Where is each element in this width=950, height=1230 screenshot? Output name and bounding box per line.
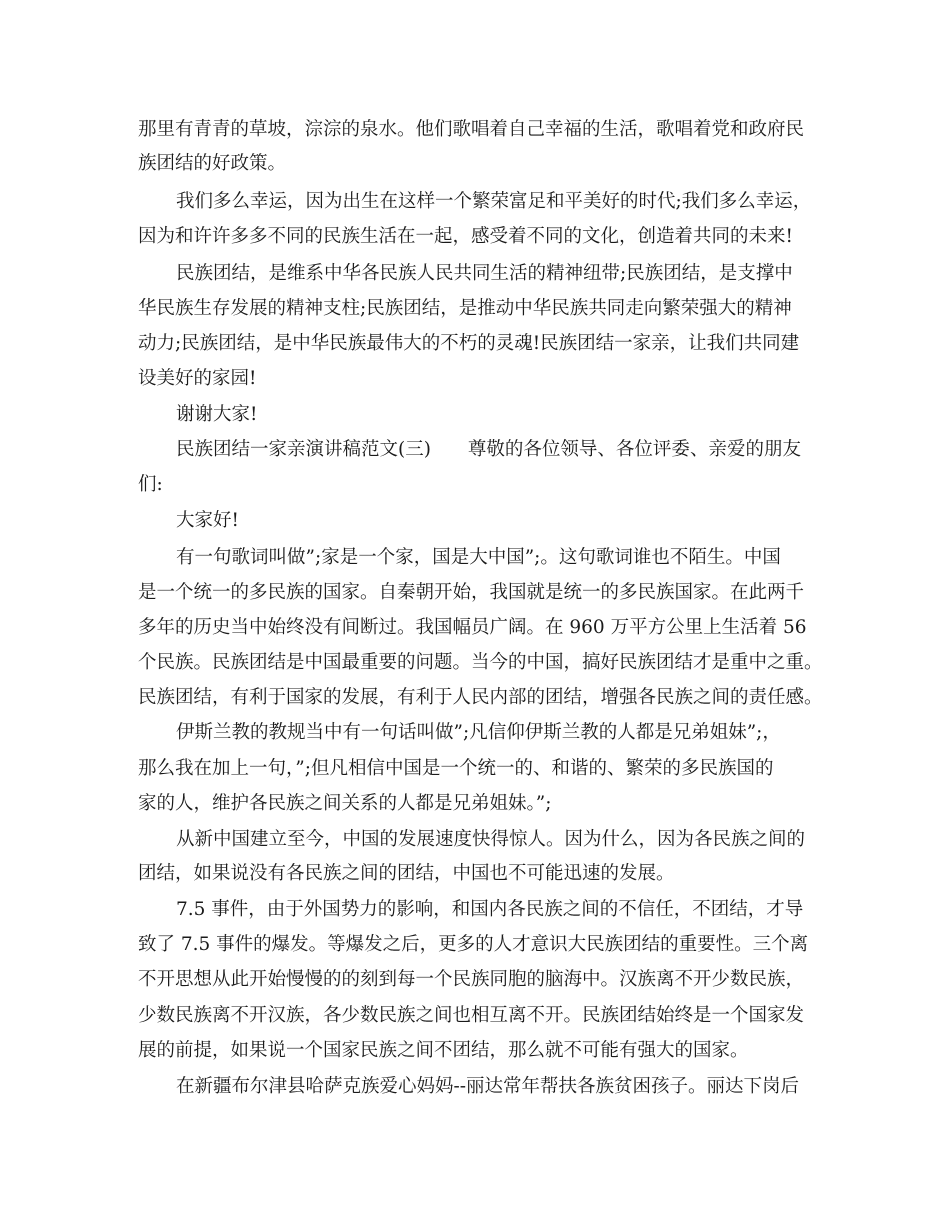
text-line: 少数民族离不开汉族，各少数民族之间也相互离不开。民族团结始终是一个国家发 bbox=[138, 1005, 805, 1026]
text-line: 团结，如果说没有各民族之间的团结，中国也不可能迅速的发展。 bbox=[138, 863, 675, 884]
paragraph-first-line: 我们多么幸运，因为出生在这样一个繁荣富足和平美好的时代;我们多么幸运， bbox=[176, 191, 812, 212]
paragraph-first-line: 在新疆布尔津县哈萨克族爱心妈妈--丽达常年帮扶各族贫困孩子。丽达下岗后 bbox=[176, 1076, 800, 1097]
text-line: 多年的历史当中始终没有间断过。我国幅员广阔。在 960 万平方公里上生活着 56 bbox=[138, 617, 807, 638]
paragraph-first-line: 从新中国建立至今，中国的发展速度快得惊人。因为什么，因为各民族之间的 bbox=[176, 829, 806, 850]
text-line: 动力;民族团结，是中华民族最伟大的不朽的灵魂!民族团结一家亲，让我们共同建 bbox=[138, 333, 800, 354]
paragraph-first-line: 有一句歌词叫做”;家是一个家，国是大中国”;。这句歌词谁也不陌生。中国 bbox=[176, 547, 781, 568]
text-line: 们: bbox=[138, 474, 163, 495]
text-line: 家的人，维护各民族之间关系的人都是兄弟姐妹。”; bbox=[138, 793, 552, 814]
text-line: 是一个统一的多民族的国家。自秦朝开始，我国就是统一的多民族国家。在此两千 bbox=[138, 582, 805, 603]
text-line: 设美好的家园! bbox=[138, 368, 257, 389]
paragraph-first-line: 民族团结，是维系中华各民族人民共同生活的精神纽带;民族团结，是支撑中 bbox=[176, 263, 793, 284]
text-line: 民族团结，有利于国家的发展，有利于人民内部的团结，增强各民族之间的责任感。 bbox=[138, 687, 823, 708]
section-heading-line: 民族团结一家亲演讲稿范文(三) 尊敬的各位领导、各位评委、亲爱的朋友 bbox=[176, 439, 801, 460]
paragraph-first-line: 7.5 事件，由于外国势力的影响，和国内各民族之间的不信任，不团结，才导 bbox=[176, 899, 804, 920]
text-line: 不开思想从此开始慢慢的的刻到每一个民族同胞的脑海中。汉族离不开少数民族， bbox=[138, 969, 805, 990]
paragraph-first-line: 大家好! bbox=[176, 510, 239, 531]
paragraph-first-line: 谢谢大家! bbox=[176, 404, 258, 425]
text-line: 族团结的好政策。 bbox=[138, 153, 287, 174]
text-line: 华民族生存发展的精神支柱;民族团结，是推动中华民族共同走向繁荣强大的精神 bbox=[138, 298, 792, 319]
text-line: 致了 7.5 事件的爆发。等爆发之后，更多的人才意识大民族团结的重要性。三个离 bbox=[138, 934, 809, 955]
text-line: 那里有青青的草坡，淙淙的泉水。他们歌唱着自己幸福的生活，歌唱着党和政府民 bbox=[138, 119, 805, 140]
text-line: 因为和许许多多不同的民族生活在一起，感受着不同的文化，创造着共同的未来! bbox=[138, 226, 793, 247]
paragraph-first-line: 伊斯兰教的教规当中有一句话叫做”;凡信仰伊斯兰教的人都是兄弟姐妹”;， bbox=[176, 722, 781, 743]
text-line: 展的前提，如果说一个国家民族之间不团结，那么就不可能有强大的国家。 bbox=[138, 1040, 749, 1061]
text-line: 那么我在加上一句，”;但凡相信中国是一个统一的、和谐的、繁荣的多民族国的 bbox=[138, 758, 774, 779]
text-line: 个民族。民族团结是中国最重要的问题。当今的中国，搞好民族团结才是重中之重。 bbox=[138, 652, 823, 673]
